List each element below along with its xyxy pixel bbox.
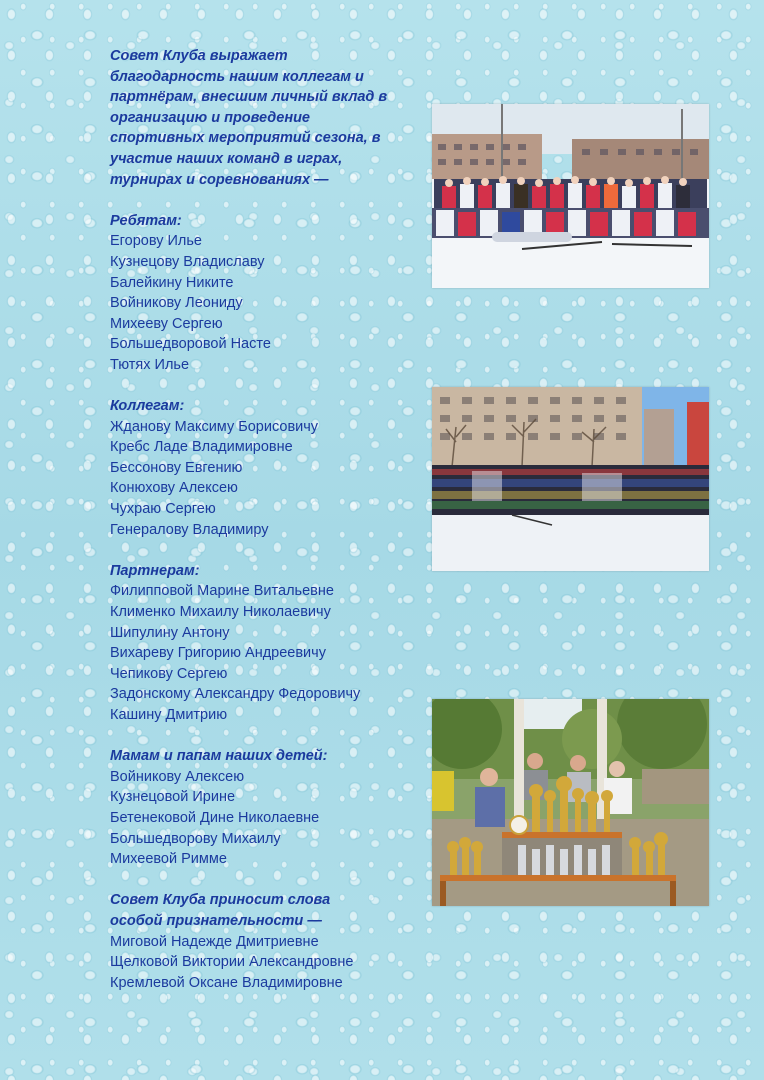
- list-item: Задонскому Александру Федоровичу: [110, 686, 361, 703]
- section-colleagues: [110, 396, 410, 540]
- trophies-photo: [432, 699, 709, 906]
- section-special-gratitude: [110, 890, 410, 993]
- intro-paragraph: Совет Клуба выражает благодарность нашим коллегам и партнёрам, внесшим личный вклад в организацию и проведение спортивных мероприятий сезона, в участие наших команд в играх, турнирах и соревнованиях —: [110, 48, 388, 188]
- list-item: Кузнецову Владиславу: [110, 253, 265, 270]
- list-item: Большедворовой Насте: [110, 336, 271, 353]
- name-list: [110, 932, 410, 994]
- list-item: Балейкину Никите: [110, 274, 234, 291]
- section-heading: Ребятам:: [110, 212, 182, 229]
- name-list: [110, 767, 410, 870]
- list-item: Филипповой Марине Витальевне: [110, 583, 334, 600]
- list-item: Михееву Сергею: [110, 315, 223, 332]
- list-item: Кузнецовой Ирине: [110, 789, 236, 806]
- list-item: Клименко Михаилу Николаевичу: [110, 604, 331, 621]
- list-item: Генералову Владимиру: [110, 521, 269, 538]
- list-item: Большедворову Михаилу: [110, 830, 281, 847]
- section-heading: Мамам и папам наших детей:: [110, 748, 328, 765]
- list-item: Бетенековой Дине Николаевне: [110, 809, 320, 826]
- list-item: Миговой Надежде Дмитриевне: [110, 933, 319, 950]
- list-item: Егорову Илье: [110, 233, 202, 250]
- list-item: Шипулину Антону: [110, 624, 230, 641]
- list-item: Щелковой Виктории Александровне: [110, 954, 354, 971]
- section-heading: Партнерам:: [110, 562, 200, 579]
- list-item: Войникову Леониду: [110, 295, 243, 312]
- list-item: Вихареву Григорию Андреевичу: [110, 645, 326, 662]
- text-column: [110, 46, 410, 993]
- name-list: [110, 231, 410, 375]
- section-heading: Коллегам:: [110, 398, 185, 415]
- section-heading: Совет Клуба приносит слова особой признательности —: [110, 892, 331, 929]
- list-item: Кашину Дмитрию: [110, 707, 228, 723]
- section-parents: [110, 746, 410, 870]
- name-list: [110, 417, 410, 541]
- list-item: Бессонову Евгению: [110, 459, 243, 476]
- crowd-photo-outdoor-rink: [432, 387, 709, 571]
- list-item: Кремлевой Оксане Владимировне: [110, 974, 343, 991]
- list-item: Кребс Ладе Владимировне: [110, 439, 293, 456]
- list-item: Тютях Илье: [110, 356, 190, 373]
- section-kids: [110, 211, 410, 376]
- name-list: [110, 581, 410, 725]
- list-item: Михеевой Римме: [110, 851, 227, 868]
- team-photo-ice-rink: [432, 104, 709, 288]
- section-partners: [110, 561, 410, 726]
- list-item: Войникову Алексею: [110, 768, 245, 785]
- list-item: Чепикову Сергею: [110, 665, 228, 682]
- list-item: Жданову Максиму Борисовичу: [110, 418, 319, 435]
- list-item: Чухраю Сергею: [110, 501, 216, 518]
- list-item: Конюхову Алексею: [110, 480, 238, 497]
